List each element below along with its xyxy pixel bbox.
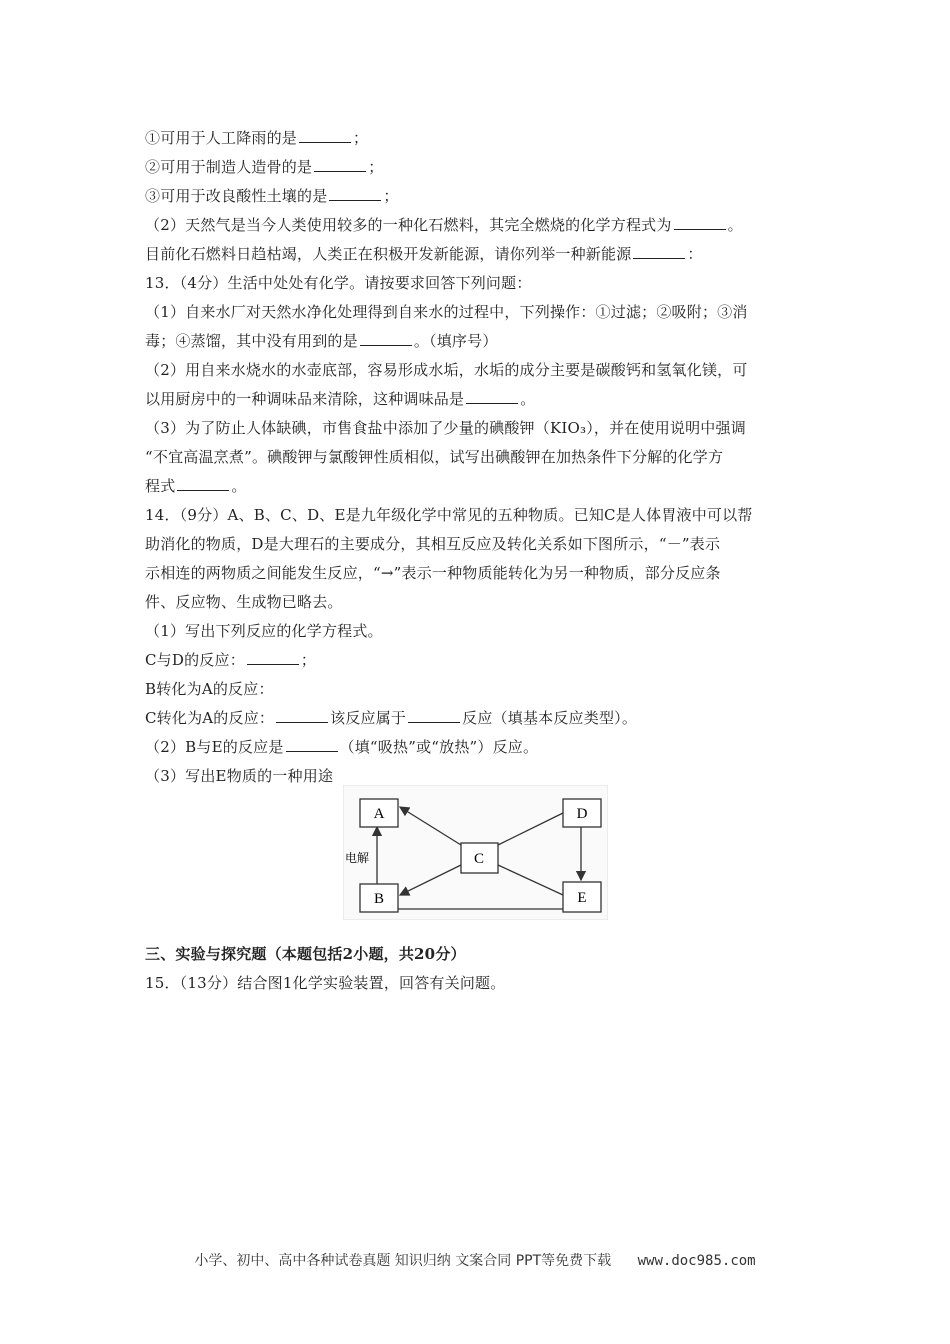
page-footer	[0, 1250, 950, 1270]
line-text: 14．（9分）A、B、C、D、E是九年级化学中常见的五种物质。已知C是人体胃液中可以帮	[145, 506, 753, 524]
line-text: 示相连的两物质之间能发生反应，“→”表示一种物质能转化为另一种物质，部分反应条	[145, 564, 721, 582]
answer-blank[interactable]	[408, 708, 460, 723]
text-line-11	[145, 418, 746, 438]
footer-text: 小学、初中、高中各种试卷真题 知识归纳 文案合同 PPT等免费下载	[194, 1253, 612, 1269]
line-text: 以用厨房中的一种调味品来清除，这种调味品是	[145, 390, 465, 408]
line-text: 该反应属于	[330, 709, 407, 727]
answer-blank[interactable]	[674, 215, 726, 230]
line-text: 目前化石燃料日趋枯竭，人类正在积极开发新能源，请你列举一种新能源	[145, 245, 632, 263]
answer-blank[interactable]	[247, 650, 299, 665]
line-text: ；	[353, 129, 369, 147]
text-line-5	[145, 244, 703, 264]
answer-blank[interactable]	[314, 157, 366, 172]
line-text: ：	[687, 245, 703, 263]
line-text: 。	[520, 390, 536, 408]
line-text: 。（填序号）	[413, 332, 498, 350]
text-line-20	[145, 679, 274, 699]
line-text: C转化为A的反应：	[145, 709, 275, 727]
line-text: 。	[231, 477, 247, 495]
reaction-diagram	[343, 785, 608, 920]
line-text: （1）写出下列反应的化学方程式。	[145, 622, 383, 640]
text-line-7	[145, 302, 748, 322]
text-line-10	[145, 389, 535, 409]
text-line-17	[145, 592, 343, 612]
node-a: A	[373, 806, 385, 822]
line-text: 15．（13分）结合图1化学实验装置，回答有关问题。	[145, 974, 506, 992]
text-line-18	[145, 621, 383, 641]
text-line-3	[145, 186, 399, 206]
line-text: 13．（4分）生活中处处有化学。请按要求回答下列问题：	[145, 274, 532, 292]
line-text: ①可用于人工降雨的是	[145, 129, 298, 147]
text-line-21	[145, 708, 637, 728]
node-b: B	[373, 891, 385, 907]
line-text: ；	[368, 158, 384, 176]
line-text: （2）天然气是当今人类使用较多的一种化石燃料，其完全燃烧的化学方程式为	[145, 216, 672, 234]
text-line-12	[145, 447, 723, 467]
text-line-13	[145, 476, 247, 496]
answer-blank[interactable]	[177, 476, 229, 491]
text-line-1	[145, 128, 368, 148]
line-text: （1）自来水厂对天然水净化处理得到自来水的过程中，下列操作：①过滤；②吸附；③消	[145, 303, 748, 321]
line-text: 。	[727, 216, 743, 234]
answer-blank[interactable]	[286, 737, 338, 752]
text-line-22	[145, 737, 538, 757]
line-text: （3）写出E物质的一种用途	[145, 767, 334, 785]
answer-blank[interactable]	[466, 389, 518, 404]
line-text: 程式	[145, 477, 176, 495]
line-text: ；	[383, 187, 399, 205]
text-line-4	[145, 215, 743, 235]
line-text: （填“吸热”或“放热”）反应。	[339, 738, 539, 756]
answer-blank[interactable]	[329, 186, 381, 201]
line-text: B转化为A的反应：	[145, 680, 274, 698]
line-text: （3）为了防止人体缺碘，市售食盐中添加了少量的碘酸钾（KIO₃），并在使用说明中强调	[145, 419, 746, 437]
answer-blank[interactable]	[633, 244, 685, 259]
text-line-6	[145, 273, 532, 293]
text-line-9	[145, 360, 748, 380]
line-text: 反应（填基本反应类型）。	[462, 709, 638, 727]
text-line-19	[145, 650, 316, 670]
text-line-23	[145, 766, 333, 786]
answer-blank[interactable]	[360, 331, 412, 346]
line-text: 件、反应物、生成物已略去。	[145, 593, 343, 611]
line-text: 毒；④蒸馏，其中没有用到的是	[145, 332, 358, 350]
line-text: 助消化的物质，D是大理石的主要成分，其相互反应及转化关系如下图所示，“－”表示	[145, 535, 721, 553]
line-text: ；	[300, 651, 317, 669]
line-text: ③可用于改良酸性土壤的是	[145, 187, 328, 205]
text-line-8	[145, 331, 498, 351]
text-line-16	[145, 563, 721, 583]
line-text: 三、实验与探究题（本题包括2小题，共20分）	[145, 945, 466, 963]
text-line-2	[145, 157, 383, 177]
line-text: “不宜高温烹煮”。碘酸钾与氯酸钾性质相似，试写出碘酸钾在加热条件下分解的化学方	[145, 448, 724, 466]
footer-url: www.doc985.com	[637, 1253, 756, 1269]
node-c: C	[473, 851, 485, 867]
text-line-14	[145, 505, 753, 525]
node-e: E	[577, 890, 587, 906]
node-d: D	[576, 806, 588, 822]
line-text: C与D的反应：	[145, 651, 245, 669]
line-text: （2）B与E的反应是	[145, 738, 284, 756]
text-line-24	[145, 944, 466, 964]
line-text: ②可用于制造人造骨的是	[145, 158, 313, 176]
answer-blank[interactable]	[299, 128, 351, 143]
text-line-25	[145, 973, 505, 993]
electrolysis-label: 电解	[345, 851, 370, 865]
answer-blank[interactable]	[276, 708, 328, 723]
text-line-15	[145, 534, 720, 554]
line-text: （2）用自来水烧水的水壶底部，容易形成水垢，水垢的成分主要是碳酸钙和氢氧化镁，可	[145, 361, 748, 379]
